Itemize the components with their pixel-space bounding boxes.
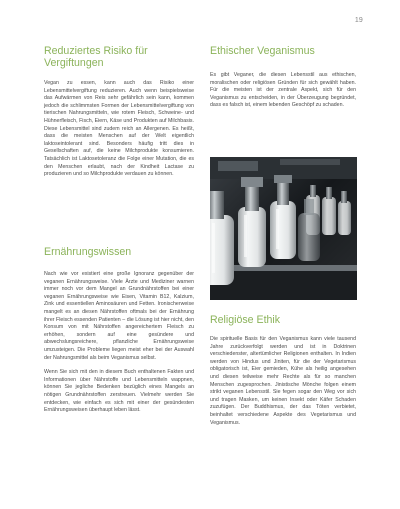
milk-bottles-photo <box>210 157 357 300</box>
page-number: 19 <box>354 17 363 24</box>
paragraph-ethical-veganism: Es gibt Veganer, die diesen Lebensstil aus ethischen, moralischen oder religiösen Gründen für sich gewählt haben. Für die meisten ist der zentrale Aspekt, sich für den Veganismus zu entscheiden, in der Überzeugung begründet, dass es falsch ist, einem lebenden Geschöpf zu schaden. <box>210 72 356 109</box>
nutrition-section-body <box>44 271 194 422</box>
heading-nutrition-knowledge: Ernährungswissen <box>44 246 132 258</box>
heading-ethical-veganism: Ethischer Veganismus <box>210 45 315 57</box>
paragraph-nutrition-1: Nach wie vor existiert eine große Ignoranz gegenüber der veganen Ernährungsweise. Viele Ärzte und Mediziner warnen immer noch vor dem Mangel an Grundnährstoffen bei einer veganen Ernährungsweise wie Eisen, Vitamin B12, Kalzium, Zink und essentiellen Aminosäuren und Fetten. Ironischerweise mangelt es an diesen Nährstoffen oftmals bei der Ernährung ihrer Fleisch essenden Patienten – die Lösung ist hier nicht, den Konsum von mit Nährstoffen angereichertem Fleisch zu erhöhen, sondern auf eine gesündere und abwechslungsreichere, pflanzliche Ernährungsweise umzusteigen. Die Probleme liegen meist eher bei der Auswahl der Nahrungsmittel als beim Veganismus selbst. <box>44 271 194 361</box>
heading-reduced-risk: Reduziertes Risiko für Vergiftungen <box>44 45 148 69</box>
paragraph-nutrition-2: Wenn Sie sich mit den in diesem Buch enthaltenen Fakten und Informationen über Nährstoffe und Lebensmitteln wappnen, können Sie jegliche Bedenken bezüglich eines Mangels an nötigen Grundnährstoffen zerstreuen. Vielmehr werden Sie entdecken, wie einfach es sich mit einer der gesündesten Ernährungsweisen überhaupt leben lässt. <box>44 369 194 414</box>
paragraph-religious-ethics: Die spirituelle Basis für den Veganismus kann viele tausend Jahre zurückverfolgt werden und ist in Doktrinen verschiedenster, altertümlicher Religionen enthalten. In Indien werden von Hindus und Jiniten, für die der Vegetarismus obligatorisch ist, Eier gemieden, Kühe als heilig angesehen und diesen teilweise mehr Rechte als für so manchen Menschen zugesprochen. Jinistische Mönche folgen einem strikt veganen Lebensstil. Sie fegen sogar den Weg vor sich und tragen Masken, um keinen Insekt oder Käfer Schaden zuzufügen. Der Buddhismus, der das Töten verbietet, beinhaltet verschiedene Aspekte des Vegetarismus und Veganismus. <box>210 336 356 426</box>
heading-religious-ethics: Religiöse Ethik <box>210 314 281 326</box>
paragraph-reduced-risk: Vegan zu essen, kann auch das Risiko einer Lebensmittelvergiftung reduzieren. Auch wenn beispielsweise das Aufwärmen von Reis sehr gefährlich sein kann, kommen jedoch die schlimmsten Formen der Lebensmittelvergiftung von tierischen Nahrungsmitteln, wie rotem Fleisch, Schweine- und Hühnerfleisch, Fisch, Eiern, Käse und Produkten auf Milchbasis. Diese Lebensmittel sind zudem reich an Allergenen. Es heißt, dass die meisten Menschen auf der Welt eigentlich laktoseintolerant sind. Besonders häufig tritt dies in Gesellschaften auf, die keine Milchprodukte konsumieren. Tatsächlich ist Laktosetoleranz die Folge einer Mutation, die es den Menschen erlaubt, nach der Kindheit Lactase zu produzieren und so Milchprodukte verdauen zu können. <box>44 80 194 178</box>
